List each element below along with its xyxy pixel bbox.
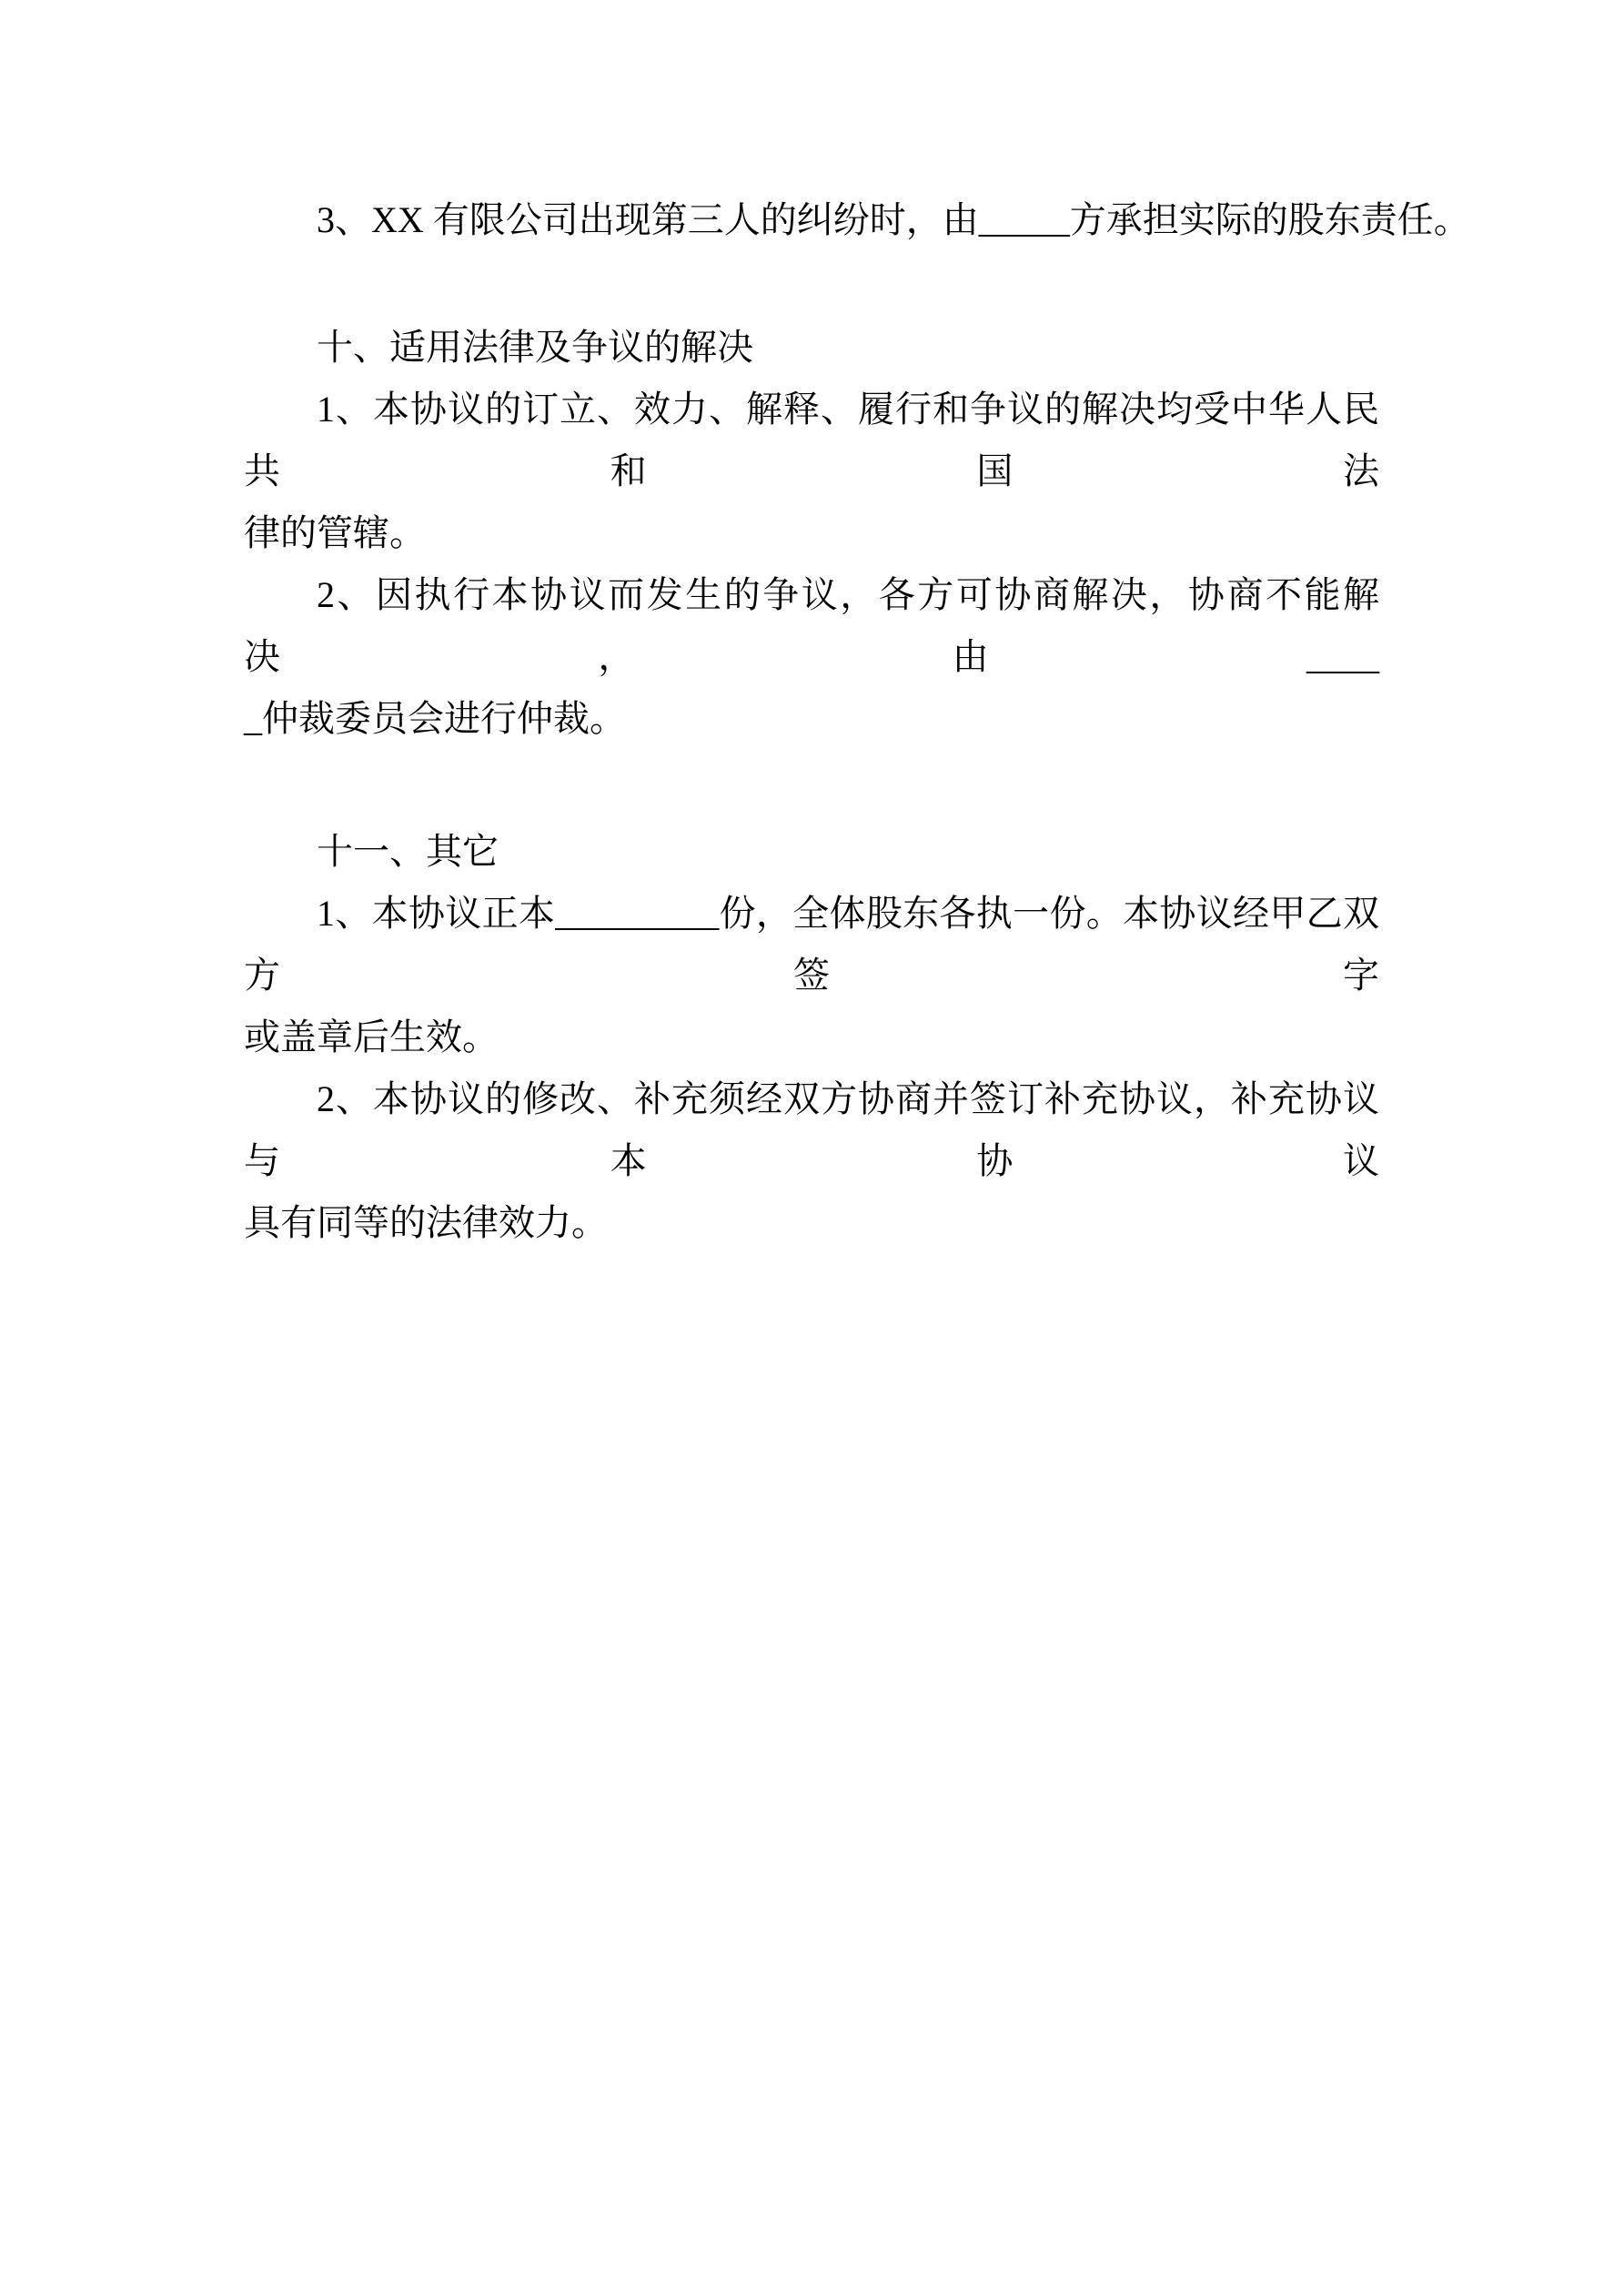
clause-line-amendment-1: 2、本协议的修改、补充须经双方协商并签订补充协议，补充协议与本协议 (244, 1078, 1379, 1181)
clause-line-counterparts-1: 1、本协议正本_________份，全体股东各执一份。本协议经甲乙双方签字 (244, 893, 1379, 996)
blank-line (244, 251, 1379, 317)
clause-line-governing-law-1: 1、本协议的订立、效力、解释、履行和争议的解决均受中华人民共和国法 (244, 389, 1379, 491)
section-heading-11: 十一、其它 (317, 831, 499, 872)
document-body (244, 189, 1470, 1254)
clause-line-counterparts-2: 或盖章后生效。 (244, 1017, 499, 1057)
clause-line-arbitration-1: 2、因执行本协议而发生的争议，各方可协商解决，协商不能解决，由____ (244, 574, 1379, 677)
clause-line-amendment-2: 具有同等的法律效力。 (244, 1202, 608, 1243)
blank-line (244, 750, 1379, 821)
clause-line-shareholder-liability: 3、XX 有限公司出现第三人的纠纷时，由_____方承担实际的股东责任。 (317, 199, 1470, 240)
section-heading-10: 十、适用法律及争议的解决 (317, 327, 753, 368)
clause-line-arbitration-2: _仲裁委员会进行仲裁。 (244, 698, 626, 739)
clause-line-governing-law-2: 律的管辖。 (244, 512, 426, 553)
